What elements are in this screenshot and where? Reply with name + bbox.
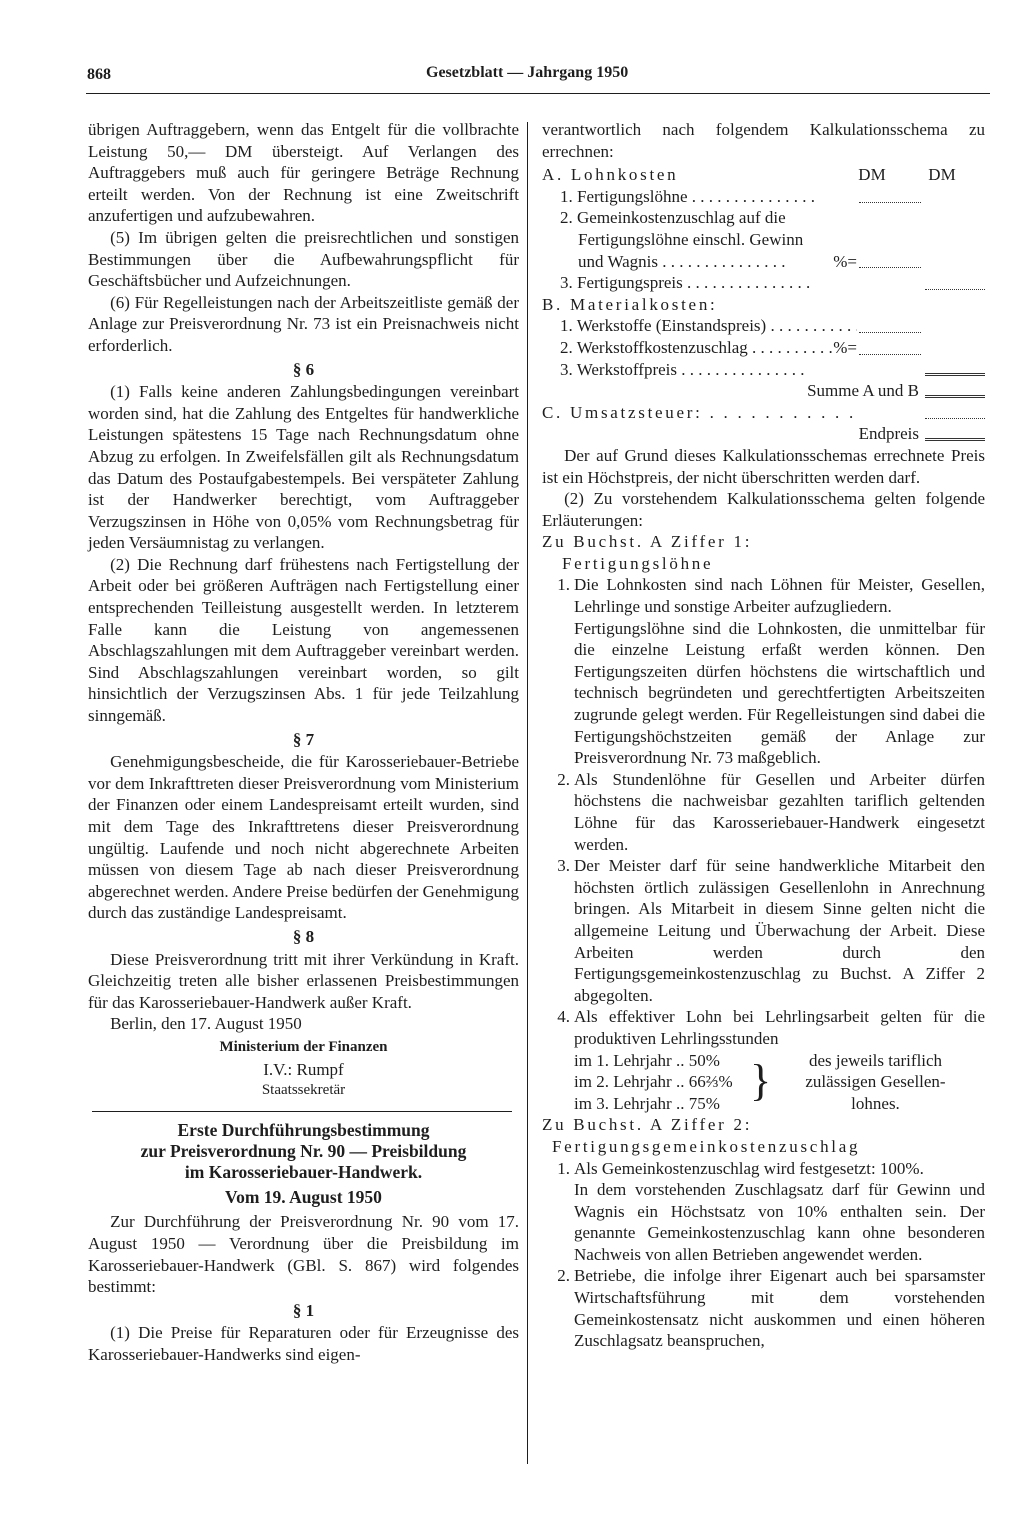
section-1-heading: § 1 bbox=[292, 1300, 315, 1320]
reference-a1-title: Fertigungslöhne bbox=[562, 553, 714, 573]
section-7-paragraph: Genehmigungsbescheide, die für Karosseriebauer-Betriebe vor dem Inkrafttreten dieser Preisverordnung vom Ministerium der Finanzen oder einem Landespreisamt erteilt wurden, sind mit dem Tage des Inkrafttretens dieser Preisverordnung ungültig. Laufende und noch nicht abgerechnete Arbeiten müssen von diesem Tage ab nach dieser Preisverordnung abgerechnet werden. Andere Preise bedürfen der Genehmigung durch das zuständige Landespreisamt. bbox=[88, 752, 519, 923]
apprentice-rates: im 1. Lehrjahr .. 50% im 2. Lehrjahr .. 66⅔% im 3. Lehrjahr .. 75% } des jeweils tariflich zulässigen Gesellen- lohnes. bbox=[574, 1050, 946, 1113]
paragraph-continuation: übrigen Auftraggebern, wenn das Entgelt für die vollbrachte Leistung 50,— DM übersteigt. Auf Verlangen des Auftraggebers muß auch für geringere Beträge Rechnung erteilt werden. Von der Rechnung ist eine Zweitschrift anzufertigen und aufzubewahren. bbox=[88, 120, 519, 226]
calculation-schema bbox=[542, 164, 985, 445]
list-item-g2: 2. Betriebe, die infolge ihrer Eigenart auch bei sparsamster Wirtschaftsführung mit dem vorstehenden Gemeinkostensatz nicht auskommen und einen höheren Zuschlagsatz beanspruchen, bbox=[557, 1266, 985, 1351]
schema-row-a3: 3. Fertigungspreis . . . bbox=[542, 272, 985, 294]
reference-a2: Zu Buchst. A Ziffer 2: bbox=[542, 1115, 753, 1135]
apprentice-year-1: im 1. Lehrjahr .. 50% bbox=[574, 1050, 720, 1070]
schema-b-title: B. Materialkosten: bbox=[542, 294, 718, 314]
place-date: Berlin, den 17. August 1950 bbox=[110, 1014, 302, 1034]
schema-row-a2: 2. Gemeinkostenzuschlag auf die Fertigungslöhne einschl. Gewinn und Wagnis . . . %= bbox=[542, 207, 985, 272]
schema-a-title: A. Lohnkosten bbox=[542, 165, 679, 185]
header-rule bbox=[86, 93, 990, 94]
reference-a1: Zu Buchst. A Ziffer 1: bbox=[542, 532, 753, 552]
paragraph-2-intro: (2) Zu vorstehendem Kalkulationsschema gelten folgende Erläuterungen: bbox=[542, 489, 985, 530]
schema-row-sum: Summe A und B bbox=[542, 380, 985, 402]
brace-glyph: } bbox=[750, 1055, 772, 1105]
schema-row-b3: 3. Werkstoffpreis . . . bbox=[542, 359, 985, 381]
schema-row-end: Endpreis bbox=[542, 423, 985, 445]
schema-intro: verantwortlich nach folgendem Kalkulationsschema zu errechnen: bbox=[542, 120, 985, 161]
ministry-name: Ministerium der Finanzen bbox=[219, 1038, 388, 1055]
running-title: Gesetzblatt — Jahrgang 1950 bbox=[426, 64, 629, 81]
section-6-heading: § 6 bbox=[292, 359, 315, 379]
apprentice-year-3: im 3. Lehrjahr .. 75% bbox=[574, 1093, 720, 1113]
title-line-2: zur Preisverordnung Nr. 90 — Preisbildung bbox=[140, 1140, 467, 1161]
schema-after-text: Der auf Grund dieses Kalkulationsschemas errechnete Preis ist ein Höchstpreis, der nicht überschritten werden darf. bbox=[542, 445, 985, 487]
section-1-paragraph-1: (1) Die Preise für Reparaturen oder für Erzeugnisse des Karosseriebauer-Handwerks sind eigen- bbox=[88, 1323, 519, 1364]
paragraph-6: (6) Für Regelleistungen nach der Arbeitszeitliste gemäß der Anlage zur Preisverordnung Nr. 73 ist ein Preisnachweis nicht erforderlich. bbox=[88, 292, 519, 355]
page-number: 868 bbox=[87, 66, 111, 83]
schema-col-dm-1: DM bbox=[858, 165, 886, 185]
list-item-g1: 1. Als Gemeinkostenzuschlag wird festgesetzt: 100%. In dem vorstehenden Zuschlagsatz darf für Gewinn und Wagnis ein Höchstsatz von 10% enthalten sein. Der genannte Gemeinkostenzuschlag kann ohne besonderen Nachweis von allen Betrieben angewendet werden. bbox=[557, 1158, 985, 1264]
section-7-heading: § 7 bbox=[292, 729, 315, 749]
schema-col-dm-2: DM bbox=[928, 165, 956, 185]
title-line-3: im Karosseriebauer-Handwerk. bbox=[184, 1161, 423, 1182]
list-item-1: 1. Die Lohnkosten sind nach Löhnen für Meister, Gesellen, Lehrlinge und sonstige Arbeiter aufzugliedern. Fertigungslöhne sind die Lohnkosten, die unmittelbar für die einzelne Leistung erfaßt werden können. Den Fertigungszeiten dürfen höchstens die wirtschaftlich und technisch begründeten und gerechtfertigten Arbeitszeiten zugrunde gelegt werden. Für Regelleistungen sind dabei die Fertigungshöchstzeiten gemäß der Anlage zur Preisverordnung Nr. 73 maßgeblich. bbox=[557, 575, 985, 768]
column-rule bbox=[527, 122, 528, 1464]
separator-rule bbox=[92, 1111, 512, 1112]
regulation-intro: Zur Durchführung der Preisverordnung Nr. 90 vom 17. August 1950 — Verordnung über die Preisbildung im Karosseriebauer-Handwerk (GBl. S. 867) wird folgendes bestimmt: bbox=[88, 1212, 519, 1297]
regulation-title bbox=[88, 1120, 519, 1183]
apprentice-year-2: im 2. Lehrjahr .. 66⅔% bbox=[574, 1072, 733, 1092]
list-item-3: 3. Der Meister darf für seine handwerkliche Mitarbeit den höchsten örtlich zulässigen Gesellenlohn in Anrechnung bringen. Als Mitarbeit in diesem Sinne gelten nicht die allgemeine Leitung und Überwachung der Arbeit. Diese Arbeiten werden durch den Fertigungsgemeinkostenzuschlag zu Buchst. A Ziffer 2 abgegolten. bbox=[557, 856, 985, 1005]
section-8-paragraph: Diese Preisverordnung tritt mit ihrer Verkündung in Kraft. Gleichzeitig treten alle bisher erlassenen Preisbestimmungen für das Karosseriebauer-Handwerk außer Kraft. bbox=[88, 949, 519, 1012]
regulation-date: Vom 19. August 1950 bbox=[225, 1186, 382, 1207]
schema-row-b2: 2. Werkstoffkostenzuschlag . . . %= bbox=[542, 337, 985, 359]
section-6-paragraph-2: (2) Die Rechnung darf frühestens nach Fertigstellung der Arbeit oder bei größeren Aufträgen nach Fertigstellung einer entsprechenden Teilleistung ausgestellt werden. In letzterem Falle kann die Leistung von angemessenen Abschlagszahlungen mit dem Auftraggeber vereinbart werden. Sind Abschlagszahlungen vereinbart worden, so gilt hinsichtlich der Verzugszinsen Abs. 1 für jede Teilzahlung sinngemäß. bbox=[88, 554, 519, 726]
list-item-2: 2. Als Stundenlöhne für Gesellen und Arbeiter dürfen höchstens die nachweisbar gezahlten tariflich geltenden Löhne für das Karosseriebauer-Handwerk eingesetzt werden. bbox=[557, 769, 985, 854]
title-line-1: Erste Durchführungsbestimmung bbox=[177, 1119, 430, 1140]
schema-row-a1: 1. Fertigungslöhne . . . bbox=[542, 186, 985, 208]
schema-row-c: C. Umsatzsteuer: . . . bbox=[542, 402, 985, 424]
right-column bbox=[542, 119, 985, 1352]
signatory-role: Staatssekretär bbox=[261, 1082, 346, 1099]
schema-row-b1: 1. Werkstoffe (Einstandspreis) . . . bbox=[542, 315, 985, 337]
list-item-4: 4. Als effektiver Lohn bei Lehrlingsarbeit gelten für die produktiven Lehrlingsstunden bbox=[557, 1007, 985, 1048]
section-8-heading: § 8 bbox=[292, 926, 315, 946]
reference-a2-title: Fertigungsgemeinkostenzuschlag bbox=[552, 1136, 861, 1156]
signatory: I.V.: Rumpf bbox=[263, 1059, 344, 1079]
paragraph-5: (5) Im übrigen gelten die preisrechtlichen und sonstigen Bestimmungen über die Aufbewahrungspflicht für Geschäftsbücher und Aufzeichnungen. bbox=[88, 227, 519, 291]
section-6-paragraph-1: (1) Falls keine anderen Zahlungsbedingungen vereinbart worden sind, hat die Zahlung des Entgeltes für handwerkliche Leistungen spätestens 15 Tage nach Rechnungsdatum ohne Abzug zu erfolgen. In Zweifelsfällen gilt als Rechnungsdatum das Datum des Postaufgabestempels. Bei verspäteter Zahlung ist der Handwerker berechtigt, vom Auftraggeber Verzugszinsen in Höhe von 0,05% vom Rechnungsbetrag für jeden Versäumnistag zu verlangen. bbox=[88, 382, 519, 553]
left-column bbox=[88, 119, 519, 1365]
